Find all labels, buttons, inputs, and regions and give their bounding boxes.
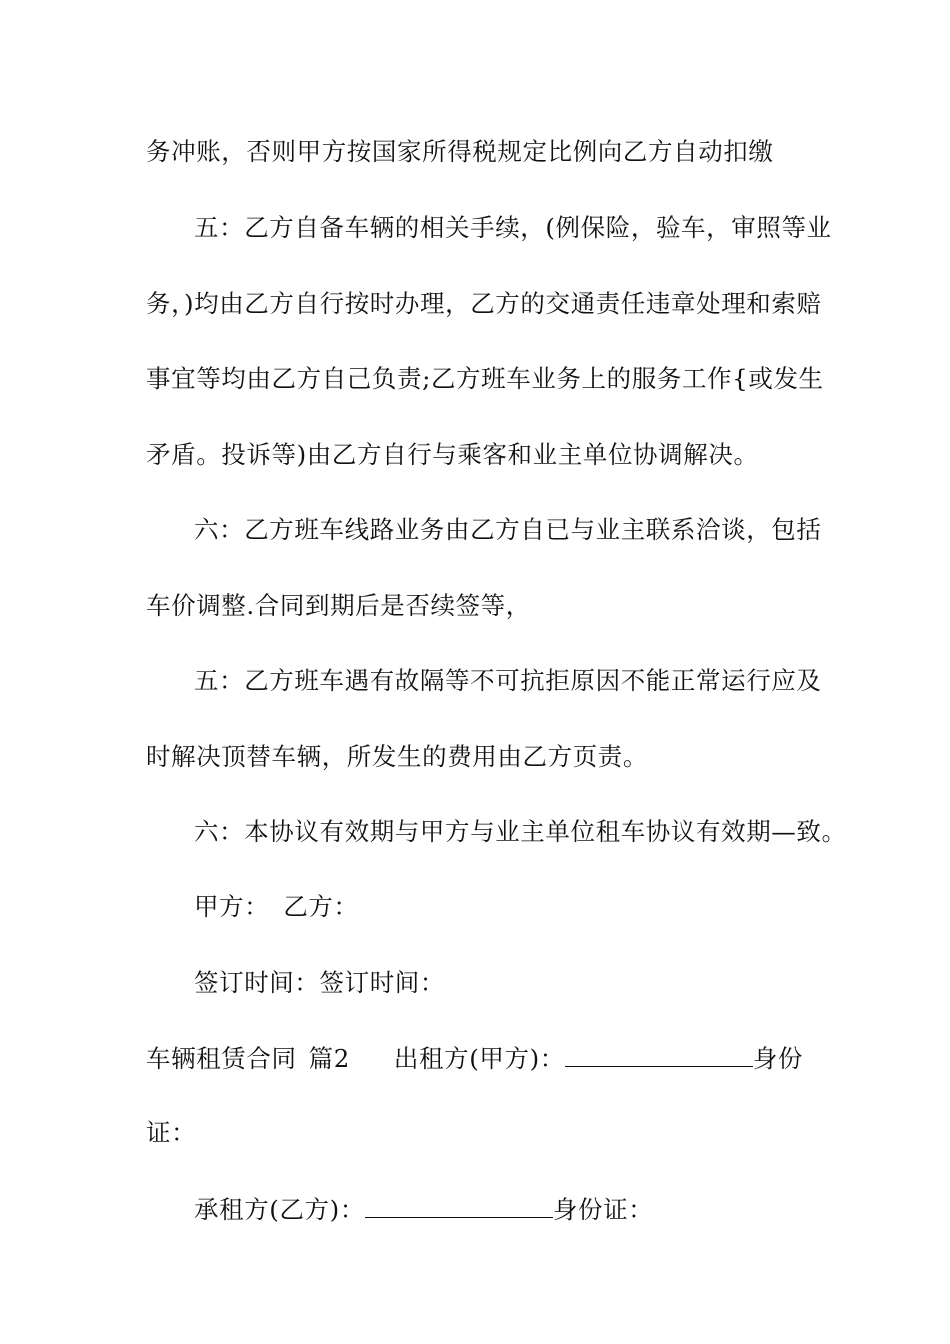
signing-time-a-label: 签订时间： (194, 968, 320, 997)
lessee-name-blank (365, 1193, 553, 1218)
text-line: 六：本协议有效期与甲方与业主单位租车协议有效期—致。 (194, 817, 847, 846)
party-a-label: 甲方： (194, 892, 270, 921)
lessor-label: 出租方(甲方)： (393, 1044, 565, 1073)
lessor-name-blank (565, 1042, 753, 1067)
text-line: 五：乙方班车遇有故隔等不可抗拒原因不能正常运行应及 (194, 666, 822, 695)
signing-time-line (194, 967, 874, 999)
lessee-line (194, 1193, 874, 1226)
id-card-label-2: 身份证： (552, 1195, 654, 1224)
contract-2-heading-line (146, 1042, 826, 1075)
text-line: 务，)均由乙方自行按时办理，乙方的交通责任违章处理和索赔 (146, 289, 822, 318)
signature-parties-line (194, 891, 874, 923)
id-card-label-1a: 身份 (752, 1044, 804, 1073)
signing-time-b-label: 签订时间： (319, 968, 445, 997)
text-line: 证： (146, 1118, 197, 1147)
text-line: 六：乙方班车线路业务由乙方自已与业主联系洽谈，包括 (194, 515, 822, 544)
text-line: 务冲账，否则甲方按国家所得税规定比例向乙方自动扣缴 (146, 137, 774, 166)
text-line: 事宜等均由乙方自己负责;乙方班车业务上的服务工作{或发生 (146, 364, 824, 393)
party-b-label: 乙方： (283, 892, 359, 921)
text-line: 五：乙方自备车辆的相关手续，(例保险，验车，审照等业 (194, 213, 832, 242)
lessee-label: 承租方(乙方)： (194, 1195, 365, 1224)
text-line: 时解决顶替车辆，所发生的费用由乙方页责。 (146, 742, 648, 771)
text-line: 矛盾。投诉等)由乙方自行与乘客和业主单位协调解决。 (146, 440, 759, 469)
contract-2-title: 车辆租赁合同 (146, 1044, 297, 1073)
text-line: 车价调整.合同到期后是否续签等， (146, 591, 531, 620)
contract-2-part: 篇2 (308, 1044, 350, 1073)
